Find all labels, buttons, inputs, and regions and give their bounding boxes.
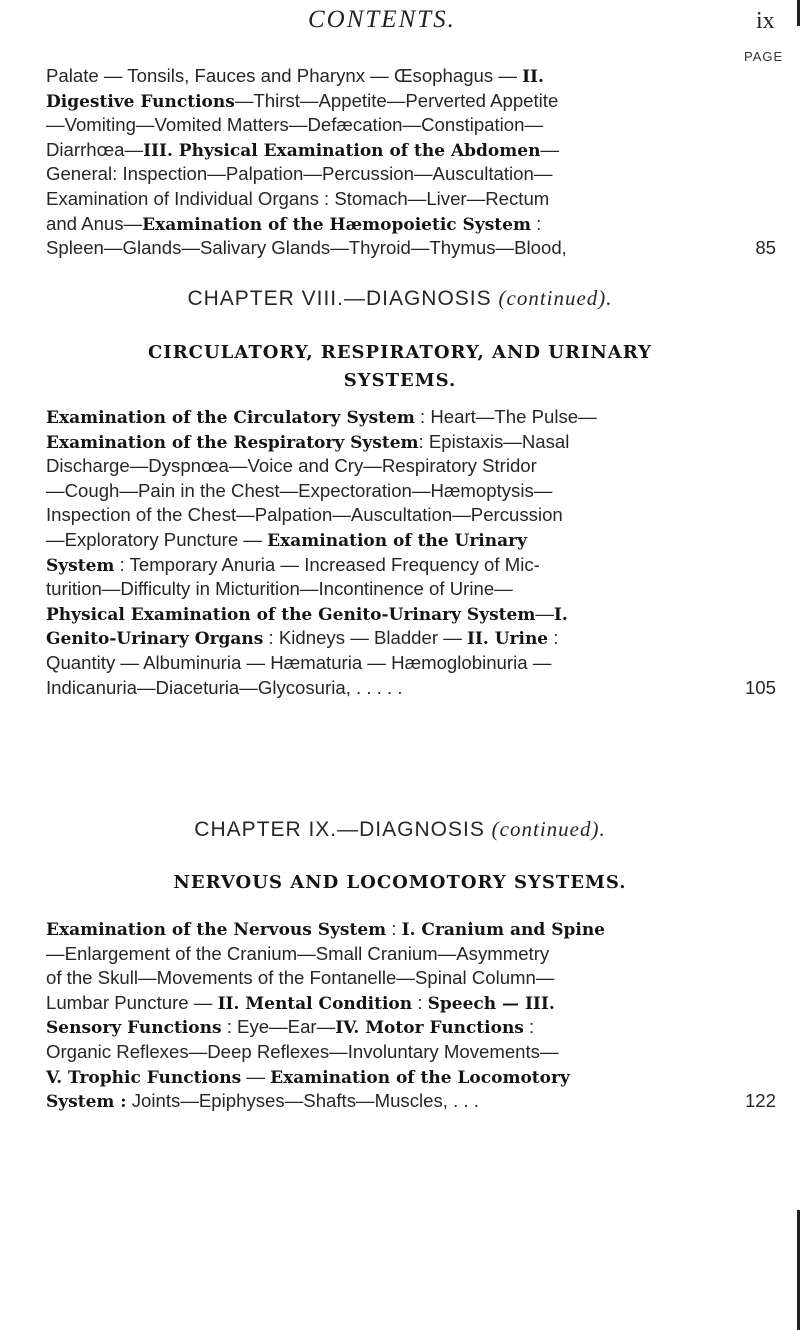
toc-line — [46, 528, 776, 553]
toc-text: —Enlargement of the Cranium—Small Cranium—Asymmetry — [46, 942, 550, 964]
section-heading-circulatory — [0, 339, 800, 395]
toc-bold-text: System : — [46, 1092, 127, 1113]
toc-page-number: 105 — [744, 676, 776, 698]
toc-line — [46, 676, 776, 701]
toc-line — [46, 577, 776, 602]
toc-page-number: 85 — [755, 237, 776, 259]
toc-line — [46, 89, 776, 114]
toc-line — [46, 236, 776, 261]
toc-text: : Kidneys — Bladder — — [263, 627, 467, 649]
toc-line — [46, 64, 776, 89]
chapter-heading-ix — [0, 817, 800, 842]
chapter-heading-continued: (continued). — [498, 286, 613, 310]
toc-text: : Epistaxis—Nasal — [418, 430, 570, 452]
toc-text: : — [386, 918, 402, 939]
chapter-heading-text: CHAPTER VIII.—DIAGNOSIS — [187, 287, 499, 310]
section-heading-line: NERVOUS AND LOCOMOTORY SYSTEMS. — [173, 872, 627, 893]
toc-bold-text: Examination of the Circulatory System — [46, 408, 415, 428]
toc-line — [46, 1040, 776, 1065]
toc-line — [46, 991, 776, 1016]
toc-text: Indicanuria—Diaceturia—Glycosuria, . . . . . — [46, 676, 403, 698]
toc-line — [46, 626, 776, 651]
toc-line — [46, 212, 776, 237]
toc-text: Inspection of the Chest—Palpation—Auscultation—Percussion — [46, 504, 563, 526]
toc-bold-text: Examination of the Locomotory — [270, 1067, 570, 1088]
toc-text: : — [530, 212, 542, 234]
toc-text: : — [548, 627, 559, 649]
toc-text: : — [523, 1016, 535, 1038]
page-number: ix — [756, 8, 775, 34]
toc-text: : Temporary Anuria — Increased Frequency of Mic- — [114, 553, 540, 575]
toc-text: and Anus— — [46, 212, 143, 234]
toc-text: —Vomiting—Vomited Matters—Defæcation—Constipation— — [46, 114, 544, 136]
toc-text: : Heart—The Pulse— — [414, 406, 597, 427]
toc-text: : Eye—Ear— — [221, 1016, 336, 1038]
toc-bold-text: Physical Examination of the Genito-Urinary System — [46, 604, 536, 625]
toc-text: Discharge—Dyspnœa—Voice and Cry—Respiratory Stridor — [46, 455, 537, 477]
toc-line — [46, 187, 776, 212]
toc-text: —Exploratory Puncture — — [46, 528, 268, 550]
toc-text: Spleen—Glands—Salivary Glands—Thyroid—Thymus—Blood, — [46, 237, 567, 259]
running-head — [0, 2, 800, 42]
chapter-heading-text: CHAPTER IX.—DIAGNOSIS — [194, 818, 492, 841]
toc-bold-text: Examination of the Hæmopoietic System — [142, 214, 531, 235]
toc-bold-text: System — [46, 555, 115, 576]
toc-text: of the Skull—Movements of the Fontanelle—Spinal Column— — [46, 967, 555, 989]
page-column-label: PAGE — [744, 49, 784, 64]
toc-bold-text: IV. Motor Functions — [335, 1018, 524, 1039]
toc-text: — — [540, 138, 560, 160]
toc-entry-circulatory — [46, 405, 776, 700]
toc-bold-text: Sensory Functions — [46, 1018, 222, 1039]
toc-bold-text: V. Trophic Functions — [46, 1067, 242, 1088]
toc-line — [46, 405, 776, 430]
toc-line — [46, 454, 776, 479]
toc-bold-text: Examination of the Urinary — [267, 530, 527, 551]
toc-page-number: 122 — [744, 1090, 776, 1112]
toc-bold-text: II. Urine — [466, 629, 549, 650]
toc-bold-text: III. Physical Examination of the Abdomen — [143, 140, 541, 161]
toc-bold-text: Examination of the Respiratory System — [46, 432, 419, 453]
section-heading-line: SYSTEMS. — [343, 370, 457, 391]
section-heading-nervous — [0, 869, 800, 897]
toc-bold-text: II. Mental Condition — [217, 993, 413, 1014]
toc-line — [46, 138, 776, 163]
section-heading-line: CIRCULATORY, RESPIRATORY, AND URINARY — [147, 342, 653, 363]
toc-text: Examination of Individual Organs : Stomach—Liver—Rectum — [46, 187, 550, 209]
toc-line — [46, 162, 776, 187]
toc-entry-nervous — [46, 917, 776, 1114]
chapter-heading-continued: (continued). — [491, 817, 606, 841]
toc-text: Lumbar Puncture — — [46, 991, 218, 1013]
toc-line — [46, 1015, 776, 1040]
toc-text: Organic Reflexes—Deep Reflexes—Involuntary Movements— — [46, 1040, 559, 1062]
toc-text: : — [412, 991, 428, 1013]
toc-text: —Cough—Pain in the Chest—Expectoration—Hæmoptysis— — [46, 479, 553, 501]
toc-bold-text: Digestive Functions — [46, 91, 235, 112]
toc-bold-text: II. — [522, 67, 544, 87]
toc-text: — — [535, 602, 554, 624]
toc-bold-text: I. — [553, 604, 568, 625]
toc-text: —Thirst—Appetite—Perverted Appetite — [234, 89, 559, 111]
toc-line — [46, 553, 776, 578]
toc-bold-text: Examination of the Nervous System — [46, 920, 387, 940]
toc-line — [46, 113, 776, 138]
toc-bold-text: I. Cranium and Spine — [401, 920, 605, 940]
toc-line — [46, 966, 776, 991]
toc-text: Quantity — Albuminuria — Hæmaturia — Hæmoglobinuria — — [46, 651, 552, 673]
toc-bold-text: Speech — III. — [427, 993, 555, 1014]
running-head-title: CONTENTS. — [308, 6, 456, 33]
toc-text: Joints—Epiphyses—Shafts—Muscles, . . . — [126, 1090, 479, 1112]
toc-line — [46, 1089, 776, 1114]
toc-line — [46, 503, 776, 528]
toc-line — [46, 479, 776, 504]
toc-line — [46, 917, 776, 942]
toc-line — [46, 602, 776, 627]
toc-bold-text: Genito-Urinary Organs — [46, 629, 264, 650]
toc-line — [46, 651, 776, 676]
toc-text: Palate — Tonsils, Fauces and Pharynx — Œsophagus — — [46, 65, 523, 86]
toc-line — [46, 1065, 776, 1090]
toc-entry-digestive — [46, 64, 776, 261]
toc-line — [46, 430, 776, 455]
toc-text: — — [241, 1065, 271, 1087]
toc-line — [46, 942, 776, 967]
toc-text: Diarrhœa— — [46, 138, 144, 160]
toc-text: turition—Difficulty in Micturition—Incontinence of Urine— — [46, 578, 513, 600]
toc-text: General: Inspection—Palpation—Percussion—Auscultation— — [46, 163, 553, 185]
chapter-heading-viii — [0, 286, 800, 311]
